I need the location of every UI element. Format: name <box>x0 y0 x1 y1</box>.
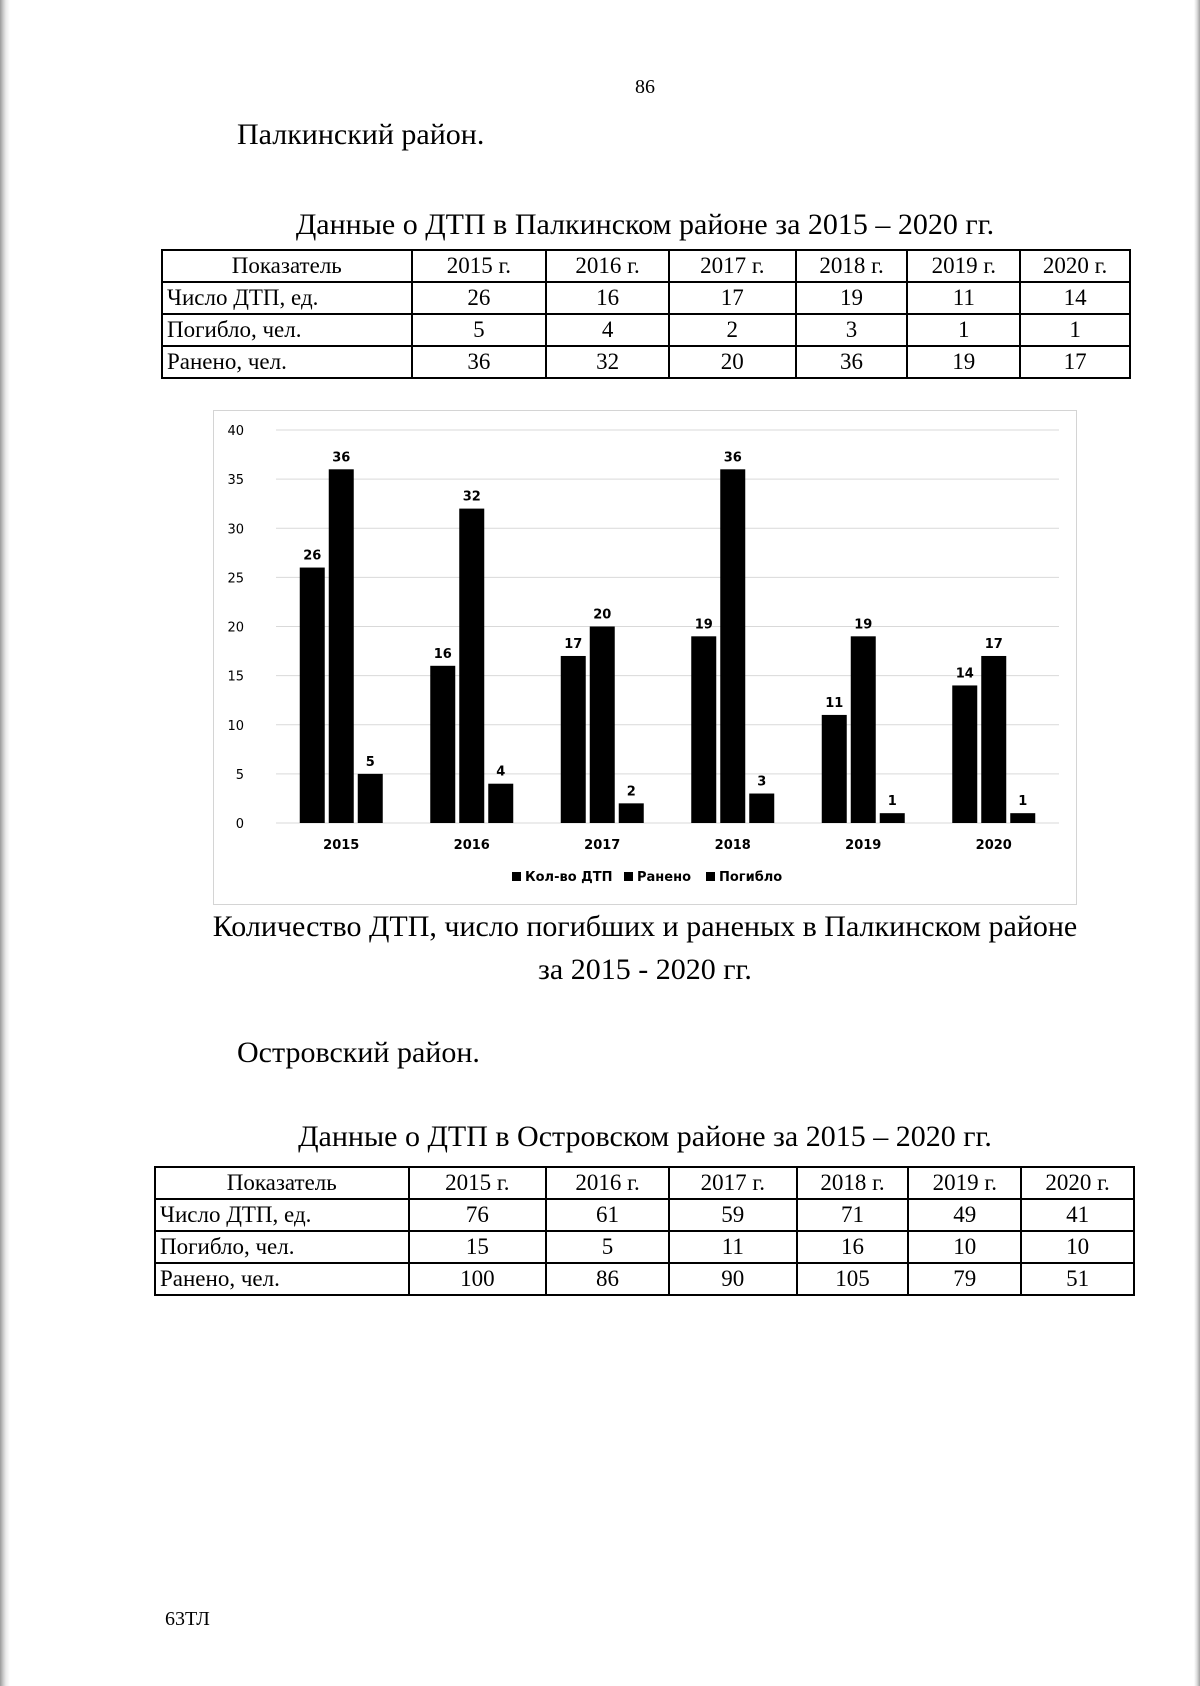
scan-edge-left <box>0 0 10 1686</box>
chart-caption-line1: Количество ДТП, число погибших и раненых в Палкинском районе <box>212 910 1078 943</box>
bar <box>981 656 1006 823</box>
footer-code: 63ТЛ <box>165 1608 210 1630</box>
table-header-cell: 2016 г. <box>546 250 669 282</box>
table-cell: 90 <box>669 1263 797 1295</box>
y-tick-label: 35 <box>227 473 244 489</box>
bar <box>880 813 905 823</box>
data-label: 32 <box>462 489 481 505</box>
bar <box>459 509 484 823</box>
table-cell: 16 <box>797 1231 909 1263</box>
y-tick-label: 40 <box>227 424 244 439</box>
y-tick-label: 25 <box>227 571 244 587</box>
chart-caption-line2: за 2015 - 2020 гг. <box>538 953 752 986</box>
legend-entry: Погибло <box>719 870 783 885</box>
data-table-palkino <box>161 249 1131 379</box>
table-header-cell: 2015 г. <box>409 1167 547 1199</box>
table-cell: 59 <box>669 1199 797 1231</box>
data-label: 2 <box>626 784 636 800</box>
table-cell: 5 <box>412 314 547 346</box>
data-label: 36 <box>723 450 742 466</box>
bar <box>720 469 745 823</box>
table-row-label: Ранено, чел. <box>162 346 412 378</box>
data-label: 19 <box>694 617 713 633</box>
data-label: 20 <box>593 607 612 623</box>
y-tick-label: 0 <box>235 817 244 832</box>
table-cell: 15 <box>409 1231 547 1263</box>
legend-swatch <box>624 872 633 881</box>
table-cell: 79 <box>908 1263 1021 1295</box>
bar <box>300 568 325 823</box>
table-cell: 19 <box>796 282 908 314</box>
data-label: 1 <box>887 794 897 810</box>
district-title-palkino: Палкинский район. <box>237 118 485 151</box>
bar <box>952 685 977 823</box>
table-cell: 20 <box>669 346 796 378</box>
chart-svg <box>214 411 1076 904</box>
table-cell: 10 <box>908 1231 1021 1263</box>
table-row-label: Число ДТП, ед. <box>155 1199 409 1231</box>
y-tick-label: 5 <box>235 767 244 783</box>
x-tick-label: 2020 <box>975 838 1012 853</box>
legend-entry: Кол-во ДТП <box>525 870 613 885</box>
table-cell: 100 <box>409 1263 547 1295</box>
bar <box>561 656 586 823</box>
data-label: 11 <box>825 695 844 711</box>
table-header-cell: 2019 г. <box>907 250 1020 282</box>
legend-swatch <box>706 872 715 881</box>
table-cell: 51 <box>1021 1263 1134 1295</box>
table-header-cell: 2017 г. <box>669 250 796 282</box>
bar <box>430 666 455 823</box>
table-cell: 1 <box>1020 314 1130 346</box>
table-header-cell: 2020 г. <box>1021 1167 1134 1199</box>
y-tick-label: 15 <box>227 669 244 685</box>
table-row-label: Ранено, чел. <box>155 1263 409 1295</box>
table-cell: 10 <box>1021 1231 1134 1263</box>
table-row <box>155 1231 1134 1263</box>
legend-swatch <box>512 872 521 881</box>
table-row <box>162 282 1130 314</box>
table-header-row <box>155 1167 1134 1199</box>
bar <box>1010 813 1035 823</box>
bar <box>590 627 615 824</box>
table-cell: 16 <box>546 282 669 314</box>
table-header-cell: 2017 г. <box>669 1167 797 1199</box>
data-label: 3 <box>757 774 767 790</box>
page-number: 86 <box>635 76 655 98</box>
table-cell: 19 <box>907 346 1020 378</box>
table-row <box>155 1263 1134 1295</box>
table-cell: 26 <box>412 282 547 314</box>
table-row-label: Погибло, чел. <box>155 1231 409 1263</box>
bar <box>358 774 383 823</box>
data-label: 36 <box>332 450 351 466</box>
data-label: 16 <box>433 646 452 662</box>
x-tick-label: 2015 <box>323 838 360 853</box>
data-label: 26 <box>303 548 322 564</box>
legend-entry: Ранено <box>637 870 692 885</box>
bar-chart-palkino <box>213 410 1077 905</box>
table-cell: 4 <box>546 314 669 346</box>
table-cell: 41 <box>1021 1199 1134 1231</box>
bar <box>851 636 876 823</box>
table-cell: 76 <box>409 1199 547 1231</box>
table-header-cell: 2018 г. <box>797 1167 909 1199</box>
table-cell: 17 <box>1020 346 1130 378</box>
scan-edge-right <box>1194 0 1200 1686</box>
table-cell: 2 <box>669 314 796 346</box>
table-row-label: Погибло, чел. <box>162 314 412 346</box>
bar <box>488 784 513 823</box>
table-caption-palkino: Данные о ДТП в Палкинском районе за 2015 – 2020 гг. <box>295 208 995 241</box>
x-tick-label: 2017 <box>584 838 621 853</box>
data-label: 19 <box>854 617 873 633</box>
chart-caption <box>0 905 1200 991</box>
x-tick-label: 2018 <box>714 838 751 853</box>
table-row <box>162 314 1130 346</box>
table-header-cell: 2019 г. <box>908 1167 1021 1199</box>
table-cell: 32 <box>546 346 669 378</box>
data-label: 17 <box>984 636 1003 652</box>
table-cell: 17 <box>669 282 796 314</box>
data-label: 17 <box>564 636 583 652</box>
table-header-cell: 2020 г. <box>1020 250 1130 282</box>
table-header-row <box>162 250 1130 282</box>
table-cell: 5 <box>546 1231 669 1263</box>
table-header-cell: Показатель <box>155 1167 409 1199</box>
table-cell: 105 <box>797 1263 909 1295</box>
data-table-ostrov <box>154 1166 1135 1296</box>
table-cell: 3 <box>796 314 908 346</box>
table-row <box>155 1199 1134 1231</box>
table-header-cell: Показатель <box>162 250 412 282</box>
table-row <box>162 346 1130 378</box>
table-cell: 36 <box>412 346 547 378</box>
table-cell: 11 <box>907 282 1020 314</box>
table-cell: 36 <box>796 346 908 378</box>
table-row-label: Число ДТП, ед. <box>162 282 412 314</box>
table-header-cell: 2016 г. <box>546 1167 669 1199</box>
bar <box>822 715 847 823</box>
table-cell: 49 <box>908 1199 1021 1231</box>
table-cell: 86 <box>546 1263 669 1295</box>
x-tick-label: 2019 <box>845 838 882 853</box>
data-label: 5 <box>365 754 375 770</box>
table-cell: 1 <box>907 314 1020 346</box>
table-cell: 11 <box>669 1231 797 1263</box>
y-tick-label: 30 <box>227 522 244 538</box>
data-label: 4 <box>496 764 506 780</box>
table-header-cell: 2015 г. <box>412 250 547 282</box>
table-caption-ostrov: Данные о ДТП в Островском районе за 2015 – 2020 гг. <box>298 1120 992 1153</box>
table-header-cell: 2018 г. <box>796 250 908 282</box>
data-label: 14 <box>955 666 974 682</box>
y-tick-label: 20 <box>227 620 244 636</box>
bar <box>749 794 774 823</box>
table-cell: 61 <box>546 1199 669 1231</box>
data-label: 1 <box>1018 794 1028 810</box>
bar <box>691 636 716 823</box>
bar <box>619 803 644 823</box>
table-cell: 14 <box>1020 282 1130 314</box>
district-title-ostrov: Островский район. <box>237 1036 480 1069</box>
x-tick-label: 2016 <box>453 838 490 853</box>
bar <box>329 469 354 823</box>
table-cell: 71 <box>797 1199 909 1231</box>
y-tick-label: 10 <box>227 718 244 734</box>
